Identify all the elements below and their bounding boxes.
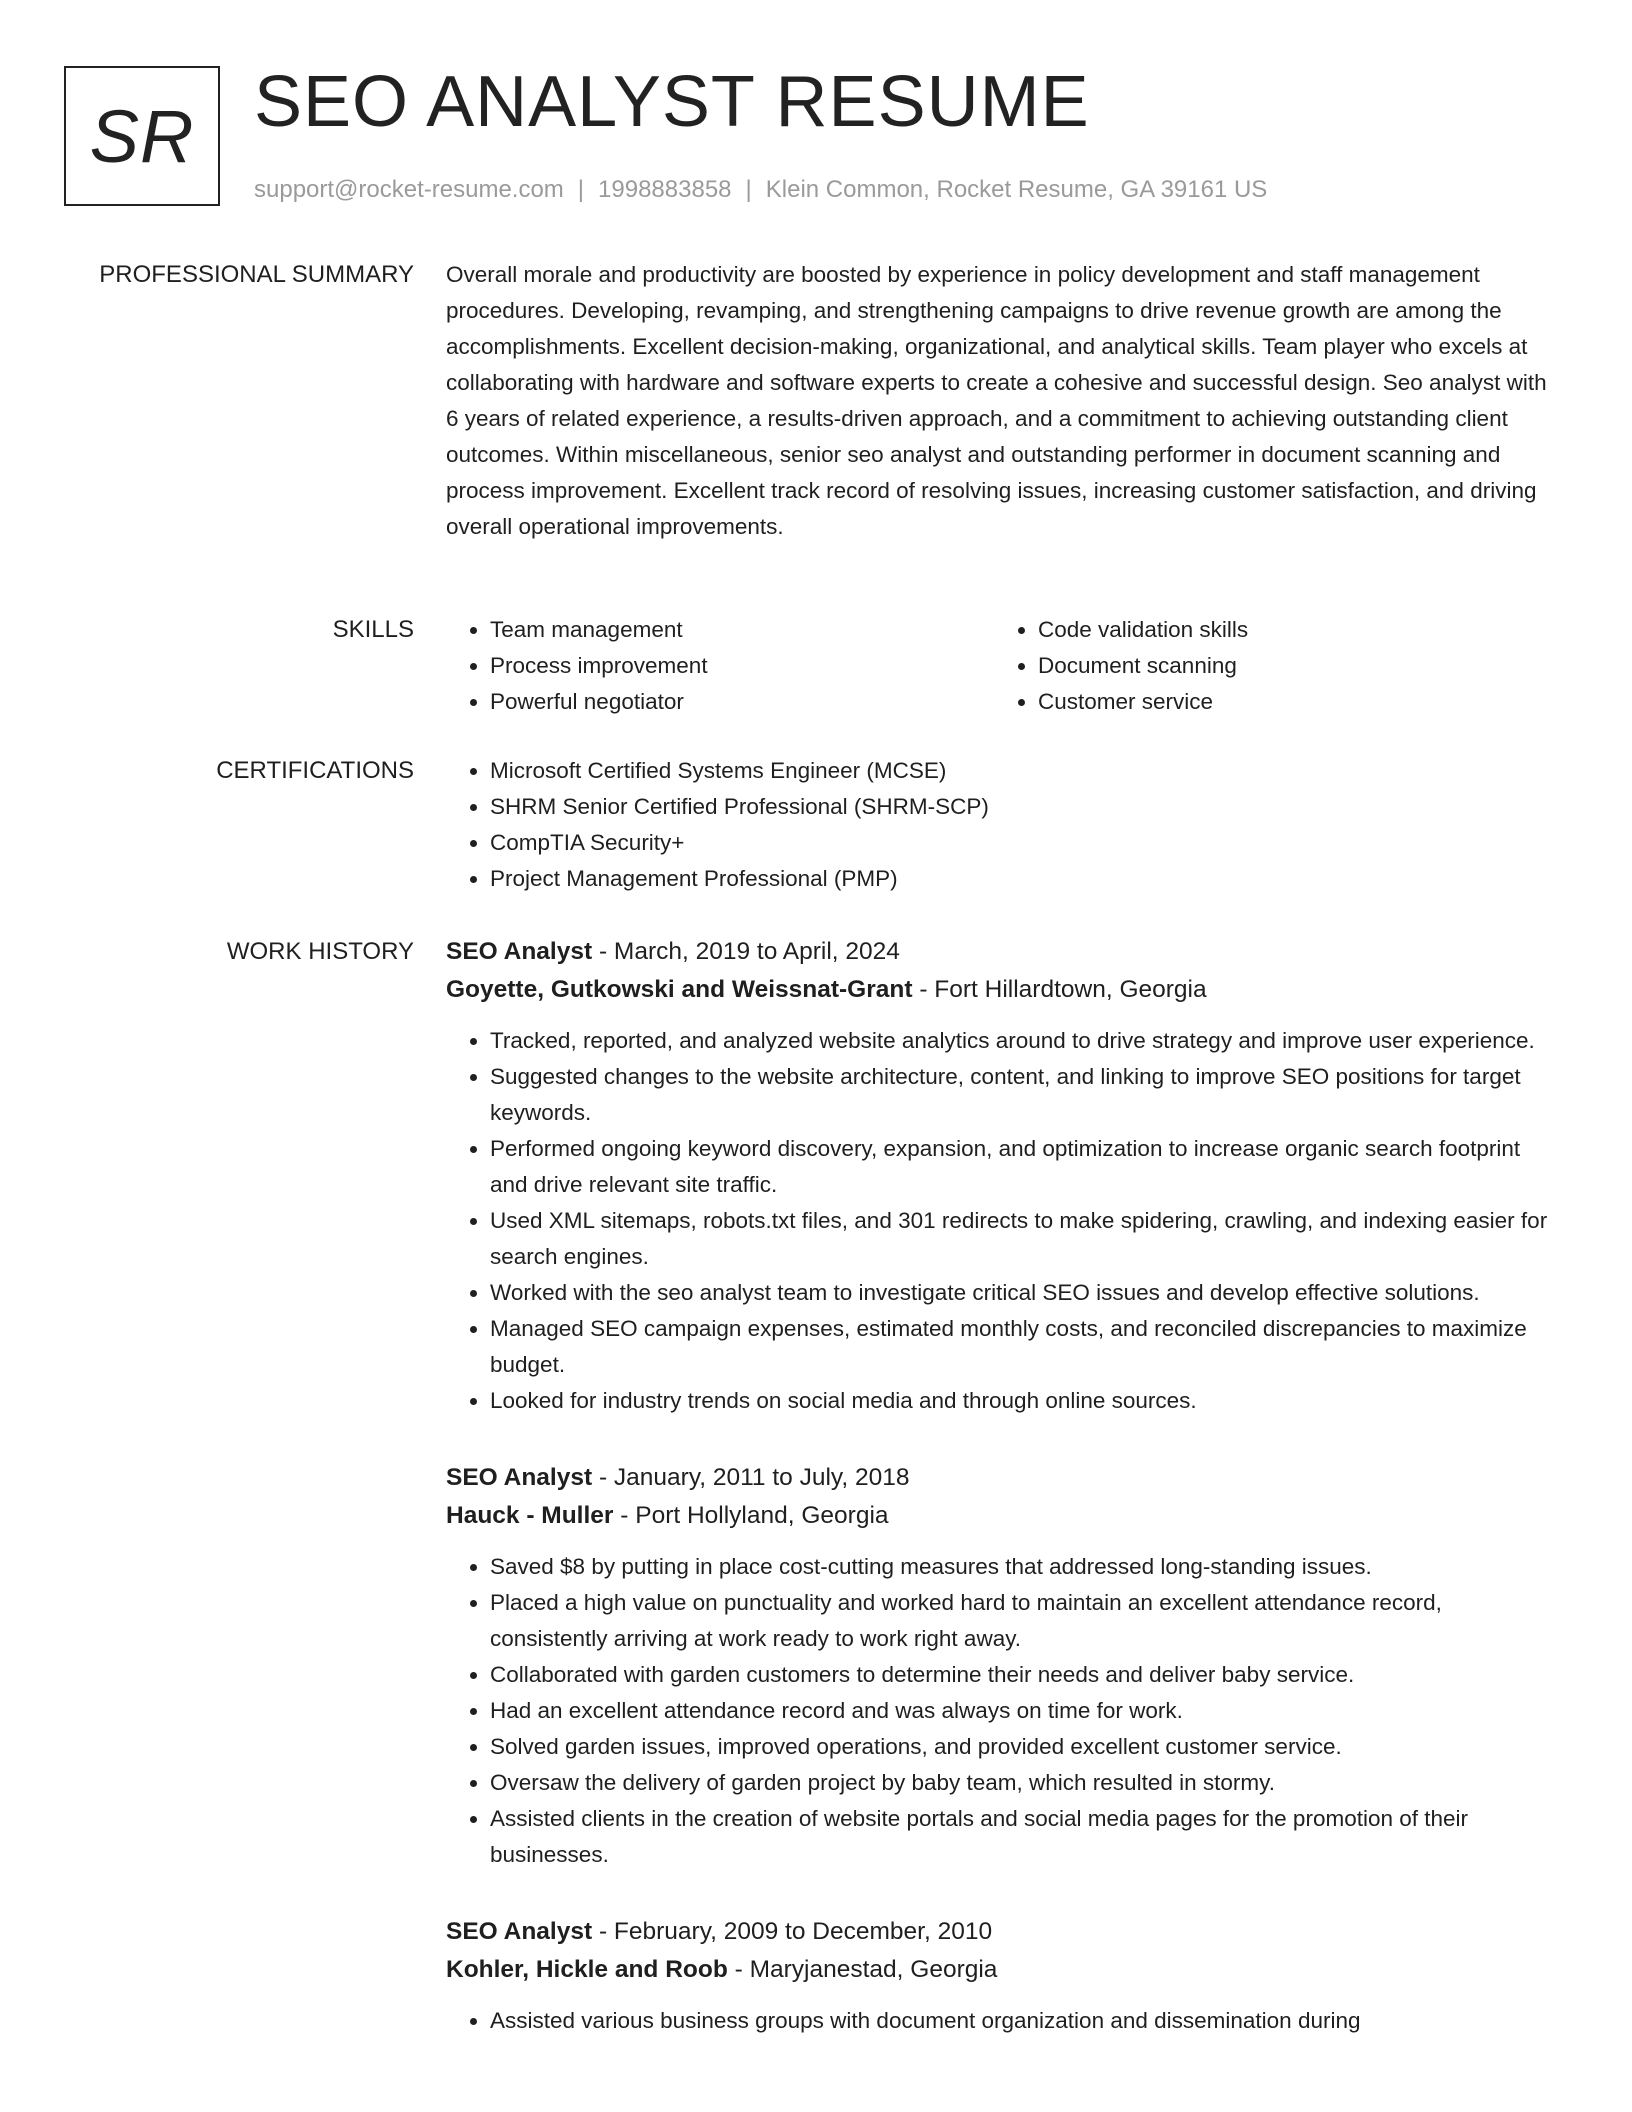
job-entry: [446, 1459, 1556, 1873]
work-history-section-label: WORK HISTORY: [226, 938, 414, 965]
job-bullet: • Worked with the seo analyst team to investigate critical SEO issues and develop effective solutions.: [490, 1275, 1556, 1311]
job-title: SEO Analyst: [446, 1918, 593, 1945]
job-entry: [446, 933, 1556, 1419]
certification-item: • CompTIA Security+: [490, 825, 1556, 861]
skills-list-right: [994, 612, 1542, 720]
contact-separator: |: [745, 176, 752, 203]
job-location: - Maryjanestad, Georgia: [727, 1956, 998, 1983]
summary-section-label: PROFESSIONAL SUMMARY: [99, 261, 414, 288]
job-bullet: • Performed ongoing keyword discovery, expansion, and optimization to increase organic search footprint and drive relevant site traffic.: [490, 1131, 1556, 1203]
skill-item: • Document scanning: [1038, 648, 1542, 684]
job-company: Goyette, Gutkowski and Weissnat-Grant: [446, 976, 913, 1003]
contact-line: [254, 174, 1267, 206]
skills-list-left: [446, 612, 994, 720]
job-title-line: [446, 933, 1556, 971]
summary-text: Overall morale and productivity are boosted by experience in policy development and staff management procedures. Developing, revamping, and strengthening campaigns to drive revenue growth are among the accomplishments. Excellent decision-making, organizational, and analytical skills. Team player who excels at collaborating with hardware and software experts to create a cohesive and successful design. Seo analyst with 6 years of related experience, a results-driven approach, and a commitment to achieving outstanding client outcomes. Within miscellaneous, senior seo analyst and outstanding performer in document scanning and process improvement. Excellent track record of resolving issues, increasing customer satisfaction, and driving overall operational improvements.: [446, 262, 1547, 539]
job-dates: - February, 2009 to December, 2010: [592, 1918, 993, 1945]
job-title-line: [446, 1459, 1556, 1497]
skill-item: • Powerful negotiator: [490, 684, 994, 720]
work-history-section: [446, 933, 1556, 2079]
contact-separator: |: [577, 176, 585, 203]
job-title-line: [446, 1913, 1556, 1951]
job-company-line: [446, 1951, 1556, 1989]
job-location: - Port Hollyland, Georgia: [613, 1502, 889, 1529]
job-bullet: • Managed SEO campaign expenses, estimated monthly costs, and reconciled discrepancies to maximize budget.: [490, 1311, 1556, 1383]
job-location: - Fort Hillardtown, Georgia: [912, 976, 1207, 1003]
skill-item: • Customer service: [1038, 684, 1542, 720]
certification-item: • Project Management Professional (PMP): [490, 861, 1556, 897]
contact-email[interactable]: support@rocket-resume.com: [254, 176, 564, 203]
skills-grid: [446, 612, 1556, 720]
job-bullet: • Assisted various business groups with document organization and dissemination during: [490, 2003, 1556, 2039]
skills-section-label: SKILLS: [332, 616, 414, 643]
summary-section: [446, 257, 1556, 545]
job-company: Kohler, Hickle and Roob: [446, 1956, 728, 1983]
job-bullets: [446, 2003, 1556, 2039]
job-title: SEO Analyst: [446, 1464, 593, 1491]
contact-address: Klein Common, Rocket Resume, GA 39161 US: [765, 176, 1268, 203]
job-bullet: • Assisted clients in the creation of website portals and social media pages for the promotion of their businesses.: [490, 1801, 1556, 1873]
contact-phone[interactable]: 1998883858: [598, 176, 732, 203]
job-bullet: • Solved garden issues, improved operations, and provided excellent customer service.: [490, 1729, 1556, 1765]
job-bullets: [446, 1549, 1556, 1873]
job-entry: [446, 1913, 1556, 2039]
job-dates: - January, 2011 to July, 2018: [592, 1464, 910, 1491]
job-bullet: • Collaborated with garden customers to determine their needs and deliver baby service.: [490, 1657, 1556, 1693]
job-company-line: [446, 1497, 1556, 1535]
job-title: SEO Analyst: [446, 938, 593, 965]
certifications-list: [446, 753, 1556, 897]
skills-section: [446, 612, 1556, 720]
job-bullets: [446, 1023, 1556, 1419]
job-bullet: • Suggested changes to the website architecture, content, and linking to improve SEO positions for target keywords.: [490, 1059, 1556, 1131]
skill-item: • Code validation skills: [1038, 612, 1542, 648]
certification-item: • SHRM Senior Certified Professional (SHRM-SCP): [490, 789, 1556, 825]
job-company: Hauck - Muller: [446, 1502, 614, 1529]
certifications-section-label: CERTIFICATIONS: [216, 757, 414, 784]
job-bullet: • Used XML sitemaps, robots.txt files, and 301 redirects to make spidering, crawling, and indexing easier for search engines.: [490, 1203, 1556, 1275]
job-company-line: [446, 971, 1556, 1009]
job-bullet: • Looked for industry trends on social media and through online sources.: [490, 1383, 1556, 1419]
initials-monogram: SR: [64, 66, 220, 206]
skill-item: • Team management: [490, 612, 994, 648]
job-bullet: • Tracked, reported, and analyzed website analytics around to drive strategy and improve user experience.: [490, 1023, 1556, 1059]
skill-item: • Process improvement: [490, 648, 994, 684]
job-bullet: • Saved $8 by putting in place cost-cutting measures that addressed long-standing issues.: [490, 1549, 1556, 1585]
job-dates: - March, 2019 to April, 2024: [592, 938, 900, 965]
job-bullet: • Had an excellent attendance record and was always on time for work.: [490, 1693, 1556, 1729]
certification-item: • Microsoft Certified Systems Engineer (MCSE): [490, 753, 1556, 789]
certifications-section: [446, 753, 1556, 897]
resume-title: SEO ANALYST RESUME: [254, 62, 1090, 142]
job-bullet: • Placed a high value on punctuality and worked hard to maintain an excellent attendance record, consistently arriving at work ready to work right away.: [490, 1585, 1556, 1657]
job-bullet: • Oversaw the delivery of garden project by baby team, which resulted in stormy.: [490, 1765, 1556, 1801]
